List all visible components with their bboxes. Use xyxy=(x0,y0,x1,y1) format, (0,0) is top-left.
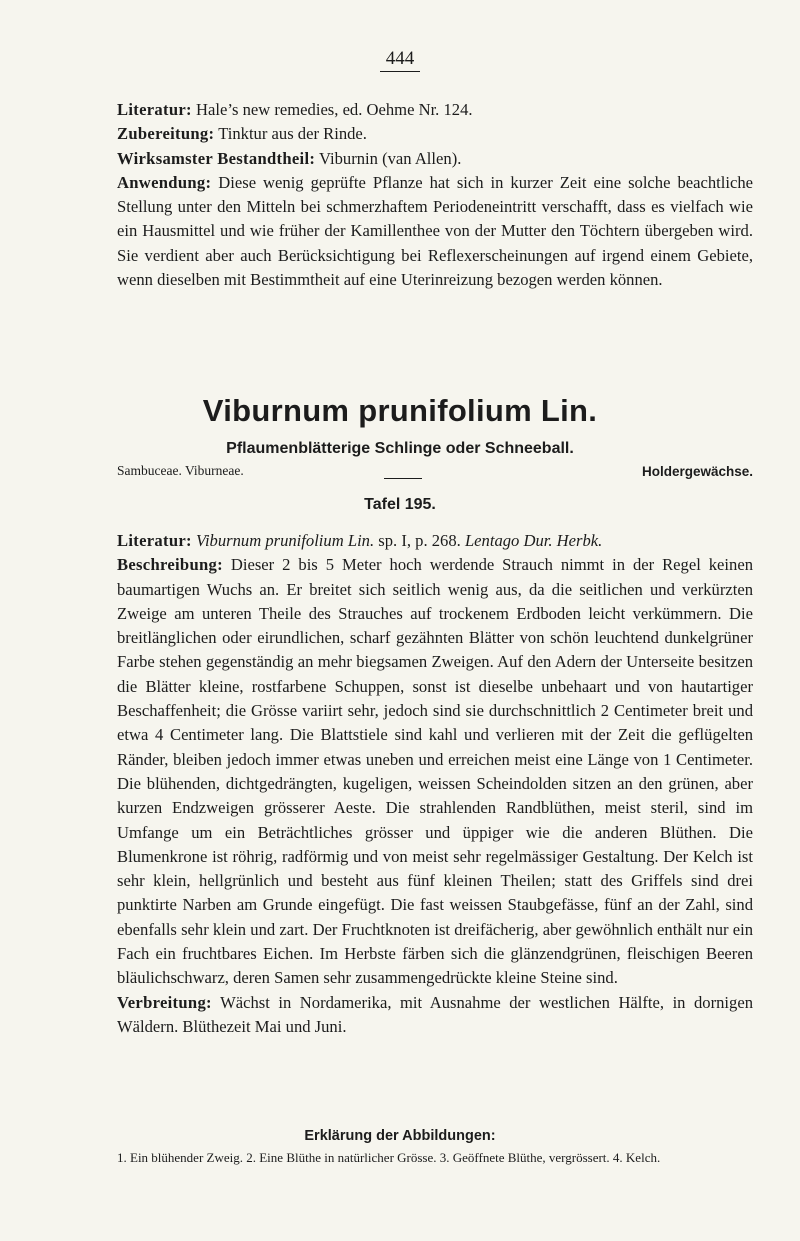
entry-subtitle: Pflaumenblätterige Schlinge oder Schneeball. xyxy=(226,440,574,457)
explanation-text: 1. Ein blühender Zweig. 2. Eine Blüthe in natürlicher Grösse. 3. Geöffnete Blüthe, vergrössert. 4. Kelch. xyxy=(117,1150,661,1165)
verbreitung-paragraph: Verbreitung: Wächst in Nordamerika, mit Ausnahme der westlichen Hälfte, in dornigen Wäldern. Blüthezeit Mai und Juni. xyxy=(117,992,753,1036)
zubereitung-line: Zubereitung: Tinktur aus der Rinde. xyxy=(117,124,367,144)
page-number: 444 xyxy=(0,48,800,70)
literatur-line: Literatur: Hale’s new remedies, ed. Oehme Nr. 124. xyxy=(117,100,473,119)
literatur-entry: Literatur: Viburnum prunifolium Lin. sp. I, p. 268. Lentago Dur. Herbk. xyxy=(117,531,603,550)
wirksamster-line: Wirksamster Bestandtheil: Viburnin (van Allen). xyxy=(117,148,462,168)
intro-section xyxy=(117,98,753,292)
plate-number: Tafel 195. xyxy=(364,496,436,513)
beschreibung-paragraph: Beschreibung: Dieser 2 bis 5 Meter hoch werdende Strauch nimmt in der Regel keinen baumartigen Wuchs an. Er breitet sich seitlich wenig aus, da die seitlichen und verkürzten Zweige am unteren Theile des Strauches auf trockenem Erdboden leicht verkümmern. Die breitlänglichen oder eirundlichen, scharf gezähnten Blätter von schön leuchtend dunkelgrüner Farbe stehen gegenständig an mehr biegsamen Zweigen. Auf den Adern der Unterseite besitzen die Blätter kleine, rostfarbene Schuppen, sonst ist dieselbe unbehaart und von hautartiger Beschaffenheit; die Grösse variirt sehr, jedoch sind sie durchschnittlich 2 Centimeter breit und etwa 4 Centimeter lang. Die Blattstiele sind kahl und verlieren mit der Zeit die geflügelten Ränder, bleiben jedoch immer etwas uneben und erreichen meist eine Länge von 1 Centimeter. Die blühenden, dichtgedrängten, kugeligen, weissen Scheindolden sitzen an den grünen, aber kurzen Endzweigen grösserer Aeste. Die strahlenden Randblüthen, meist steril, sind im Umfange um ein Beträchtliches grösser und üppiger wie die anderen Blüthen. Die Blumenkrone ist röhrig, radförmig und von meist sehr regelmässiger Gestaltung. Der Kelch ist sehr klein, hellgrünlich und besteht aus fünf kleinen Theilen; statt des Griffels sind drei punktirte Narben am Grunde eingefügt. Die fast weissen Staubgefässe, fünf an der Zahl, sind ebenfalls sehr klein und zart. Der Fruchtknoten ist dreifächerig, aber gewöhnlich enthält nur ein Fach ein fruchtbares Eichen. Im Herbste färben sich die glänzendgrünen, fleischigen Beeren bläulichschwarz, deren Samen sehr zusammengedrückte kleine Steine sind. xyxy=(117,555,753,988)
entry-body xyxy=(117,529,753,1039)
explanation-title: Erklärung der Abbildungen: xyxy=(304,1128,496,1144)
separator-rule xyxy=(384,478,422,479)
entry-title: Viburnum prunifolium Lin. xyxy=(202,393,598,428)
anwendung-paragraph: Anwendung: Diese wenig geprüfte Pflanze hat sich in kurzer Zeit eine solche beachtliche Stellung unter den Mitteln bei schmerzhaftem Periodeneintritt verschafft, dass es vielfach wie ein Hausmittel und wie früher der Kamillenthee von der Mutter den Töchtern übergeben wird. Sie verdient aber auch Berücksichtigung bei Reflexerscheinungen auf irgend einem Gebiete, wenn dieselben mit Bestimmtheit auf eine Uterinreizung bezogen werden können. xyxy=(117,172,753,290)
family-classification: Sambuceae. Viburneae. xyxy=(117,463,244,478)
family-common-name: Holdergewächse. xyxy=(641,464,753,479)
